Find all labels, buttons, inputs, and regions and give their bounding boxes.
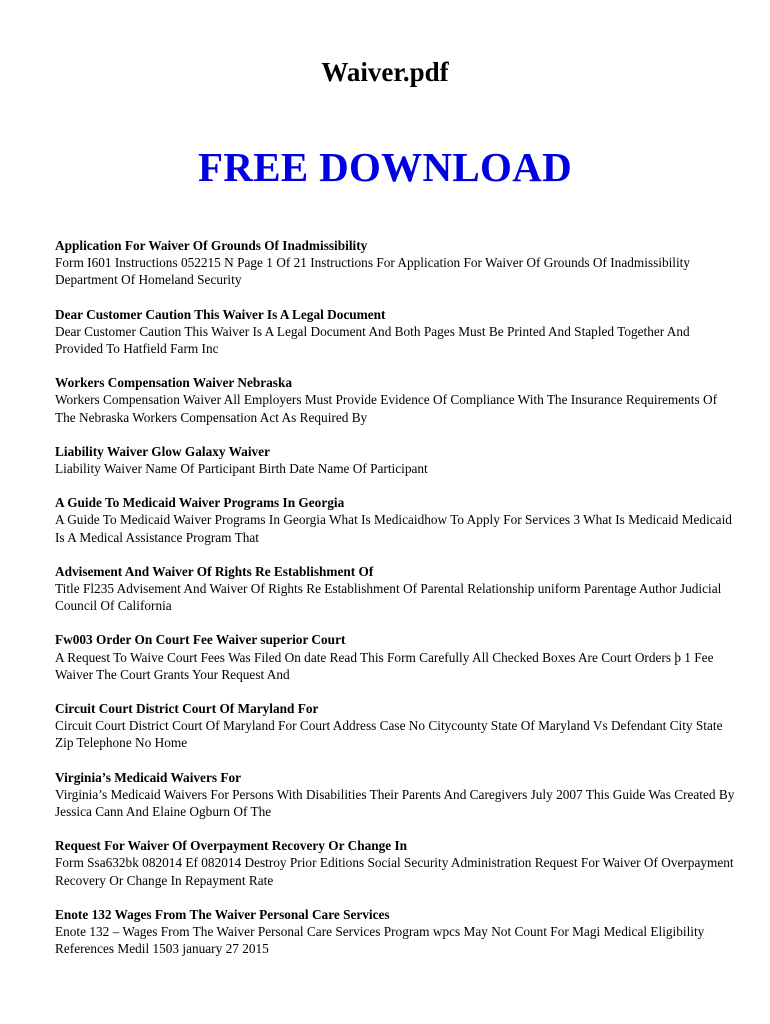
list-item	[55, 700, 735, 752]
entry-description: Form Ssa632bk 082014 Ef 082014 Destroy Prior Editions Social Security Administration Request For Waiver Of Overpayment Recovery Or Change In Repayment Rate	[55, 855, 734, 888]
list-item	[55, 306, 735, 358]
entry-description: Liability Waiver Name Of Participant Birth Date Name Of Participant	[55, 461, 428, 477]
entry-heading: Fw003 Order On Court Fee Waiver superior Court	[55, 632, 346, 648]
list-item	[55, 906, 735, 958]
list-item	[55, 374, 735, 426]
list-item	[55, 563, 735, 615]
entry-heading: Virginia’s Medicaid Waivers For	[55, 769, 242, 785]
entry-heading: Dear Customer Caution This Waiver Is A Legal Document	[55, 306, 386, 322]
entry-heading: Advisement And Waiver Of Rights Re Establishment Of	[55, 563, 374, 579]
list-item	[55, 769, 735, 821]
entry-description: Circuit Court District Court Of Maryland For Court Address Case No Citycounty State Of Maryland Vs Defendant City State Zip Telephone No Home	[55, 718, 723, 751]
entry-heading: Enote 132 Wages From The Waiver Personal Care Services	[55, 906, 390, 922]
list-item	[55, 443, 735, 477]
document-title: Waiver.pdf	[321, 57, 449, 87]
entry-description: Form I601 Instructions 052215 N Page 1 Of 21 Instructions For Application For Waiver Of Grounds Of Inadmissibility Department Of Homeland Security	[55, 255, 691, 288]
entry-description: A Guide To Medicaid Waiver Programs In Georgia What Is Medicaidhow To Apply For Services 3 What Is Medicaid Medicaid Is A Medical Assistance Program That	[55, 512, 732, 545]
entry-description: Virginia’s Medicaid Waivers For Persons With Disabilities Their Parents And Caregivers July 2007 This Guide Was Created By Jessica Cann And Elaine Ogburn Of The	[55, 786, 735, 820]
entry-heading: Application For Waiver Of Grounds Of Inadmissibility	[55, 238, 368, 253]
free-download-link[interactable]: FREE DOWNLOAD	[197, 144, 573, 190]
list-item	[55, 237, 735, 289]
entry-description: Title Fl235 Advisement And Waiver Of Rights Re Establishment Of Parental Relationship uniform Parentage Author Judicial Council Of California	[55, 581, 722, 614]
entry-list	[55, 237, 735, 975]
list-item	[55, 631, 735, 683]
entry-heading: Liability Waiver Glow Galaxy Waiver	[55, 443, 270, 459]
entry-description: A Request To Waive Court Fees Was Filed On date Read This Form Carefully All Checked Boxes Are Court Orders þ 1 Fee Waiver The Court Grants Your Request And	[55, 649, 714, 682]
entry-description: Enote 132 – Wages From The Waiver Personal Care Services Program wpcs May Not Count For Magi Medical Eligibility References Medil 1503 january 27 2015	[55, 924, 705, 957]
entry-heading: Workers Compensation Waiver Nebraska	[55, 375, 293, 391]
entry-description: Dear Customer Caution This Waiver Is A Legal Document And Both Pages Must Be Printed And Stapled Together And Provided To Hatfield Farm Inc	[55, 323, 690, 357]
free-download-container	[0, 140, 770, 194]
entry-heading: A Guide To Medicaid Waiver Programs In Georgia	[55, 495, 345, 511]
entry-heading: Request For Waiver Of Overpayment Recovery Or Change In	[55, 838, 408, 854]
list-item	[55, 494, 735, 546]
entry-description: Workers Compensation Waiver All Employers Must Provide Evidence Of Compliance With The Insurance Requirements Of The Nebraska Workers Compensation Act As Required By	[55, 392, 718, 425]
entry-heading: Circuit Court District Court Of Maryland For	[55, 701, 319, 717]
list-item	[55, 837, 735, 889]
